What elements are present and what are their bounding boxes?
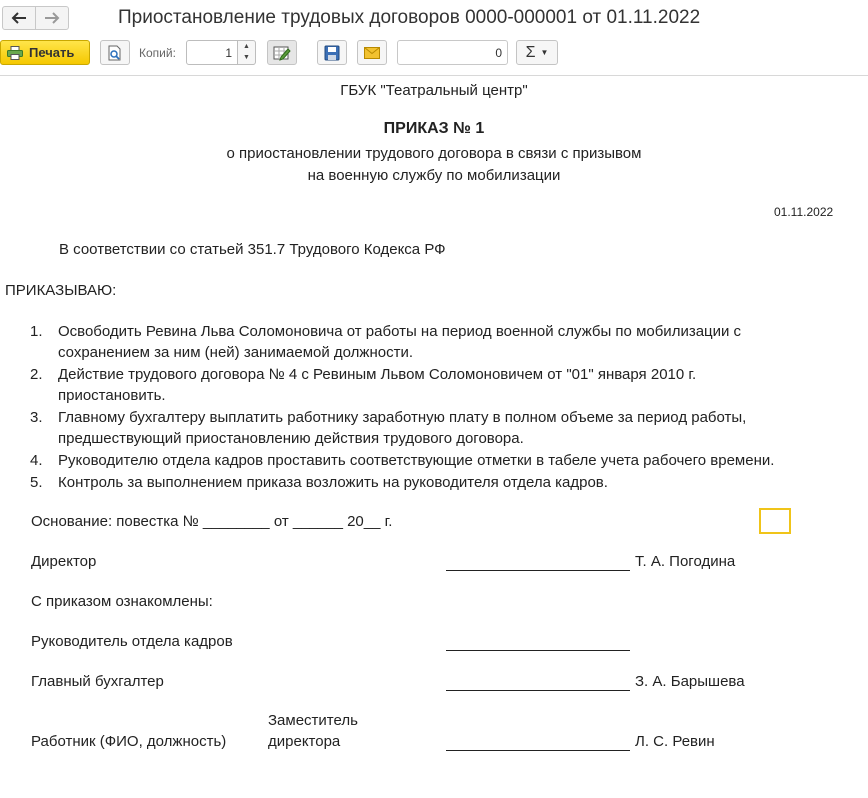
employee-name: Л. С. Ревин — [635, 733, 715, 750]
sigma-icon: Σ — [525, 43, 536, 61]
order-items-list — [30, 321, 865, 494]
copies-stepper[interactable] — [237, 40, 256, 65]
director-name: Т. А. Погодина — [635, 553, 736, 570]
window-header — [0, 0, 868, 38]
list-item: 2. Действие трудового договора № 4 с Ревиным Львом Соломоновичем от "01" января 2010 г. приостановить. — [30, 366, 697, 404]
employee-position-line1: Заместитель — [268, 712, 358, 729]
print-label: Печать — [29, 45, 75, 60]
basis-law: В соответствии со статьей 351.7 Трудового Кодекса РФ — [59, 241, 446, 258]
edit-table-icon — [273, 45, 291, 61]
accountant-label: Главный бухгалтер — [31, 673, 164, 690]
window-title: Приостановление трудовых договоров 0000-000001 от 01.11.2022 — [118, 7, 701, 28]
list-item: 3. Главному бухгалтеру выплатить работнику заработную плату в полном объеме за период работы, предшествующий приостановлению действия трудового договора. — [30, 409, 747, 447]
accountant-name: З. А. Барышева — [635, 673, 745, 690]
stepper-down-icon[interactable]: ▼ — [243, 54, 250, 61]
page-magnifier-icon — [107, 45, 123, 61]
organization-name: ГБУК "Театральный центр" — [340, 82, 528, 99]
selected-cell[interactable] — [759, 508, 791, 534]
list-item: 1. Освободить Ревина Льва Соломоновича от работы на период военной службы по мобилизации с сохранением за ним (ней) занимаемой должности. — [30, 323, 742, 361]
toolbar — [0, 38, 868, 70]
list-item: 4. Руководителю отдела кадров проставить соответствующие отметки в табеле учета рабочего времени. — [30, 452, 775, 469]
list-item: 5. Контроль за выполнением приказа возложить на руководителя отдела кадров. — [30, 474, 608, 491]
chevron-down-icon: ▼ — [540, 48, 549, 57]
employee-label: Работник (ФИО, должность) — [31, 733, 227, 750]
director-signature-line — [446, 570, 630, 571]
order-word: ПРИКАЗЫВАЮ: — [5, 282, 117, 299]
order-title: ПРИКАЗ № 1 — [383, 120, 485, 137]
preview-button[interactable] — [100, 40, 130, 65]
stepper-up-icon[interactable]: ▲ — [243, 43, 250, 50]
arrow-left-icon — [11, 12, 27, 24]
save-button[interactable] — [317, 40, 347, 65]
order-subtitle-line1: о приостановлении трудового договора в связи с призывом — [226, 145, 642, 162]
print-button[interactable] — [0, 40, 90, 65]
copies-label: Копий: — [139, 46, 176, 60]
acquainted-label: С приказом ознакомлены: — [31, 593, 213, 610]
hr-label: Руководитель отдела кадров — [31, 633, 233, 650]
employee-signature-line — [446, 750, 630, 751]
floppy-disk-icon — [324, 45, 340, 61]
order-date: 01.11.2022 — [774, 205, 834, 219]
edit-mode-button[interactable] — [267, 40, 297, 65]
sum-field[interactable]: 0 — [397, 40, 508, 65]
hr-signature-line — [446, 650, 630, 651]
order-subtitle-line2: на военную службу по мобилизации — [307, 167, 561, 184]
forward-button[interactable] — [35, 6, 69, 30]
send-email-button[interactable] — [357, 40, 387, 65]
copies-input[interactable]: 1 — [186, 40, 238, 65]
accountant-signature-line — [446, 690, 630, 691]
back-button[interactable] — [2, 6, 36, 30]
sum-dropdown-button[interactable] — [516, 40, 558, 65]
basis-line: Основание: повестка № ________ от ______ 20__ г. — [31, 513, 393, 530]
envelope-icon — [364, 47, 380, 59]
employee-position-line2: директора — [268, 733, 341, 750]
printer-icon — [7, 46, 23, 60]
director-label: Директор — [31, 553, 97, 570]
arrow-right-icon — [44, 12, 60, 24]
